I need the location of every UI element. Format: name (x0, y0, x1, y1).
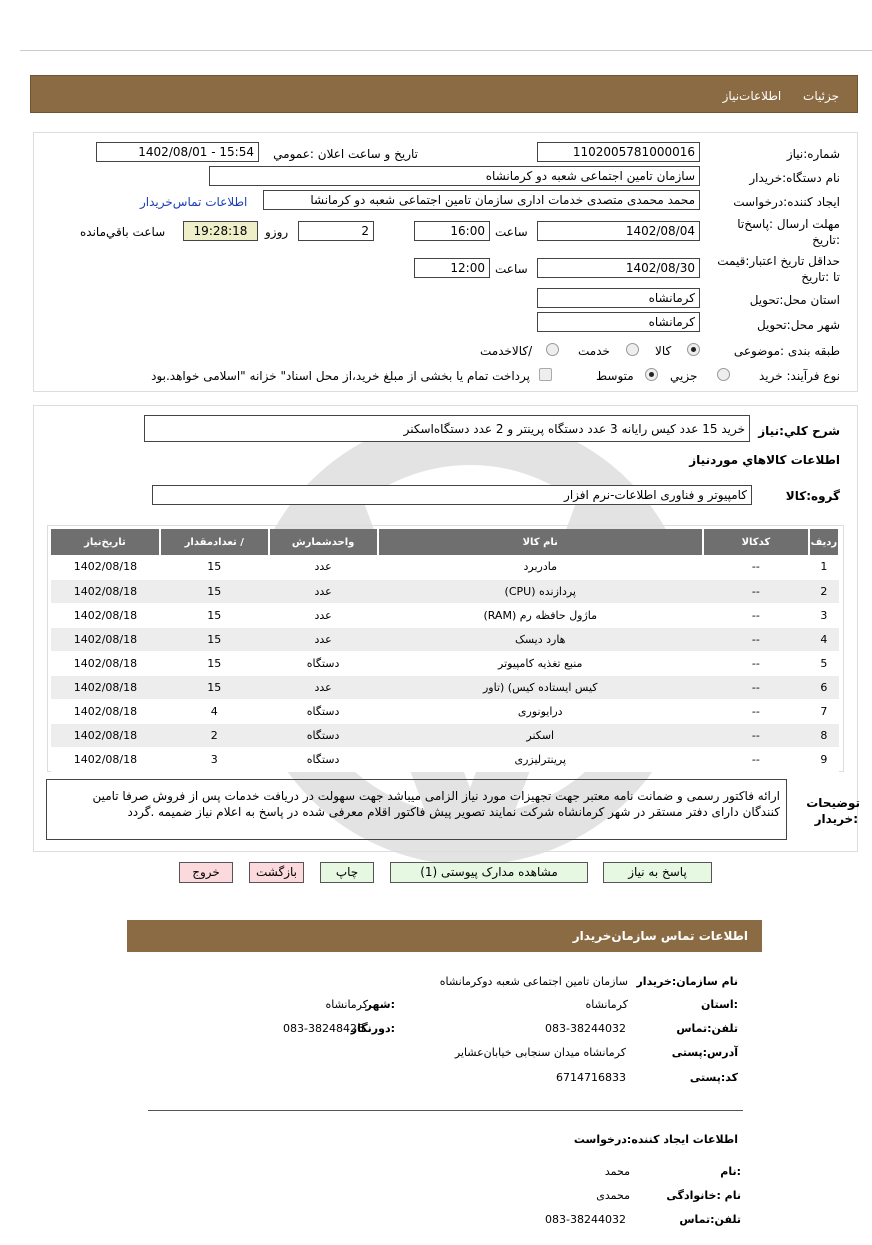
table-cell: 7 (809, 699, 839, 723)
fax-label: :دورنگار (350, 1022, 395, 1035)
table-cell: کیس ایستاده کیس) (تاور (378, 675, 703, 699)
table-cell: -- (703, 651, 809, 675)
days-field[interactable]: 2 (298, 221, 374, 241)
deadline-date-field[interactable]: 1402/08/04 (537, 221, 700, 241)
table-row (51, 555, 839, 579)
province-field[interactable]: کرمانشاه (537, 288, 700, 308)
table-cell: 1402/08/18 (51, 627, 160, 651)
column-header: کدکالا (703, 529, 809, 555)
top-divider (20, 50, 872, 51)
address-value: کرمانشاه میدان سنجابی خیابان‌عشایر (454, 1046, 626, 1059)
table-cell: 3 (160, 747, 269, 771)
table-cell: -- (703, 627, 809, 651)
table-row (51, 603, 839, 627)
table-cell: پردازنده (CPU) (378, 579, 703, 603)
table-cell: -- (703, 603, 809, 627)
remaining-time: 19:28:18 (183, 221, 258, 241)
table-cell: 4 (809, 627, 839, 651)
column-header: واحدشمارش (269, 529, 378, 555)
attachments-button[interactable]: مشاهده مدارک پیوستی (1) (390, 862, 588, 883)
table-cell: -- (703, 699, 809, 723)
back-button[interactable]: بازگشت (249, 862, 304, 883)
category-goods-label: کالا (655, 344, 672, 358)
validity-label: حداقل تاریخ اعتبار:قیمت (717, 254, 840, 268)
notes-field: ارائه فاکتور رسمی و ضمانت نامه معتبر جهت تجهیزات مورد نیاز الزامی میباشد جهت سهولت در دریافت خدمات پس از فروش صرفا تامین کنندگان دارای دفتر مستقر در شهر کرمانشاه شرکت نمایند تصویر پیش فاکتور اقلام معرفی شده در پاسخ به اعلام نیاز ضمیمه .گردد (46, 779, 787, 840)
goods-title: اطلاعات کالاهاي موردنیاز (689, 453, 840, 467)
table-cell: 15 (160, 555, 269, 579)
table-cell: 3 (809, 603, 839, 627)
table-cell: 1402/08/18 (51, 723, 160, 747)
deadline-label: مهلت ارسال :پاسخ‌تا (737, 217, 840, 231)
validity-date-field[interactable]: 1402/08/30 (537, 258, 700, 278)
buyer-contact-link[interactable]: اطلاعات تماس‌خریدار (140, 195, 248, 209)
creator-label: ایجاد کننده:درخواست (733, 195, 840, 209)
group-field[interactable]: کامپیوتر و فناوری اطلاعات-نرم افزار (152, 485, 752, 505)
table-cell: 15 (160, 579, 269, 603)
summary-field[interactable]: خرید 15 عدد کیس رایانه 3 عدد دستگاه پرینتر و 2 عدد دستگاه‌اسکنر (144, 415, 750, 442)
print-button[interactable]: چاپ (320, 862, 374, 883)
reply-button[interactable]: پاسخ به نیاز (603, 862, 712, 883)
phone-label: تلفن:تماس (676, 1022, 738, 1035)
table-cell: پرینترلیزری (378, 747, 703, 771)
table-cell: 1402/08/18 (51, 747, 160, 771)
treasury-label: پرداخت تمام یا بخشی از مبلغ خرید،از محل اسناد" خزانه "اسلامی خواهد.بود (151, 369, 530, 383)
table-cell: -- (703, 747, 809, 771)
table-cell: عدد (269, 627, 378, 651)
city-label: شهر محل:تحویل (756, 318, 840, 332)
deadline-label-2: :تاریخ (812, 233, 840, 247)
postal-value: 6714716833 (556, 1071, 626, 1084)
table-cell: 2 (160, 723, 269, 747)
table-cell: دستگاه (269, 723, 378, 747)
need-number-field[interactable]: 1102005781000016 (537, 142, 700, 162)
province-label-2: :استان (701, 998, 738, 1011)
table-row (51, 675, 839, 699)
table-cell: 1402/08/18 (51, 555, 160, 579)
table-row (51, 747, 839, 771)
table-cell: دستگاه (269, 699, 378, 723)
creator-section-title: اطلاعات ایجاد کننده:درخواست (573, 1133, 738, 1146)
creator-phone-label: تلفن:تماس (679, 1213, 741, 1226)
process-medium-label: متوسط (596, 369, 634, 383)
table-row (51, 723, 839, 747)
creator-phone-value: 083-38244032 (545, 1213, 626, 1226)
table-cell: 1 (809, 555, 839, 579)
validity-time-field[interactable]: 12:00 (414, 258, 490, 278)
table-cell: دستگاه (269, 651, 378, 675)
table-cell: اسکنر (378, 723, 703, 747)
category-label: طبقه بندی :موضوعی (733, 344, 840, 358)
name-label: :نام (720, 1165, 741, 1178)
column-header: نام کالا (378, 529, 703, 555)
table-cell: 8 (809, 723, 839, 747)
province-value: کرمانشاه (585, 998, 628, 1011)
table-cell: 6 (809, 675, 839, 699)
table-cell: 1402/08/18 (51, 603, 160, 627)
category-both-label: /کالاخدمت (480, 344, 533, 358)
days-label: روزو (265, 225, 289, 239)
table-cell: هارد دیسک (378, 627, 703, 651)
city-value: کرمانشاه (325, 998, 368, 1011)
table-cell: 15 (160, 651, 269, 675)
category-both-radio[interactable] (546, 343, 559, 356)
table-cell: درایونوری (378, 699, 703, 723)
table-cell: 4 (160, 699, 269, 723)
org-label: نام سازمان:خریدار (636, 975, 738, 988)
column-header: تاریخ‌نیاز (51, 529, 160, 555)
org-value: سازمان تامین اجتماعی شعبه دوکرمانشاه (439, 975, 628, 988)
deadline-time-label: ساعت (495, 225, 528, 239)
goods-table (51, 529, 840, 772)
table-row (51, 699, 839, 723)
table-cell: دستگاه (269, 747, 378, 771)
exit-button[interactable]: خروج (179, 862, 233, 883)
table-cell: -- (703, 723, 809, 747)
city-field[interactable]: کرمانشاه (537, 312, 700, 332)
validity-time-label: ساعت (495, 262, 528, 276)
postal-label: کد:پستی (689, 1071, 738, 1084)
table-cell: -- (703, 579, 809, 603)
province-label: استان محل:تحویل (749, 293, 840, 307)
table-cell: عدد (269, 579, 378, 603)
remaining-label: ساعت باقي‌مانده (80, 225, 166, 239)
table-cell: عدد (269, 555, 378, 579)
table-cell: 1402/08/18 (51, 699, 160, 723)
table-cell: 5 (809, 651, 839, 675)
notes-label-2: :خریدار (814, 812, 858, 826)
category-service-radio[interactable] (626, 343, 639, 356)
category-goods-radio[interactable] (687, 343, 700, 356)
table-cell: عدد (269, 603, 378, 627)
phone-value: 083-38244032 (545, 1022, 626, 1035)
process-minor-label: جزیي (670, 369, 698, 383)
buyer-field[interactable]: سازمان تامین اجتماعی شعبه دو کرمانشاه (209, 166, 700, 186)
table-cell: مادربرد (378, 555, 703, 579)
announce-label: تاریخ و ساعت اعلان :عمومي (273, 147, 418, 161)
notes-label: توضیحات (806, 796, 860, 810)
goods-table-container (47, 525, 844, 772)
group-label: گروه:کالا (785, 489, 840, 503)
family-value: محمدی (596, 1189, 630, 1202)
table-row (51, 579, 839, 603)
table-cell: 15 (160, 603, 269, 627)
city-label-2: :شهر (365, 998, 395, 1011)
tab-bar (30, 75, 858, 113)
table-cell: عدد (269, 675, 378, 699)
treasury-checkbox[interactable] (539, 368, 552, 381)
table-cell: ماژول حافظه رم (RAM) (378, 603, 703, 627)
table-cell: 1402/08/18 (51, 579, 160, 603)
process-label: نوع فرآیند: خرید (759, 369, 840, 383)
validity-label-2: تا :تاریخ (801, 270, 840, 284)
table-cell: 15 (160, 675, 269, 699)
table-row (51, 651, 839, 675)
name-value: محمد (604, 1165, 630, 1178)
table-cell: 1402/08/18 (51, 651, 160, 675)
table-cell: منبع تغذیه کامپیوتر (378, 651, 703, 675)
tab-need-info[interactable]: اطلاعات‌نیاز (722, 89, 782, 103)
category-service-label: خدمت (578, 344, 610, 358)
summary-label: شرح کلي:نیاز (758, 424, 840, 438)
table-cell: 2 (809, 579, 839, 603)
tab-details[interactable]: جزئیات (803, 89, 839, 103)
buyer-label: نام دستگاه:خریدار (749, 171, 840, 185)
deadline-time-field[interactable]: 16:00 (414, 221, 490, 241)
table-cell: 15 (160, 627, 269, 651)
contact-section-title: اطلاعات تماس سازمان‌خریدار (127, 920, 762, 952)
column-header: ردیف (809, 529, 839, 555)
process-medium-radio[interactable] (645, 368, 658, 381)
contact-divider (148, 1110, 743, 1111)
process-minor-radio[interactable] (717, 368, 730, 381)
fax-value: 083-38248426 (283, 1022, 364, 1035)
announce-field[interactable]: 1402/08/01 - 15:54 (96, 142, 259, 162)
need-number-label: شماره:نیاز (786, 147, 840, 161)
table-cell: -- (703, 675, 809, 699)
family-label: نام :خانوادگی (666, 1189, 741, 1202)
creator-field[interactable]: محمد محمدی متصدی خدمات اداری سازمان تامین اجتماعی شعبه دو کرمانشا (263, 190, 700, 210)
table-cell: 1402/08/18 (51, 675, 160, 699)
table-row (51, 627, 839, 651)
column-header: / تعدادمقدار (160, 529, 269, 555)
table-cell: 9 (809, 747, 839, 771)
table-cell: -- (703, 555, 809, 579)
address-label: آدرس:پستی (671, 1046, 738, 1059)
